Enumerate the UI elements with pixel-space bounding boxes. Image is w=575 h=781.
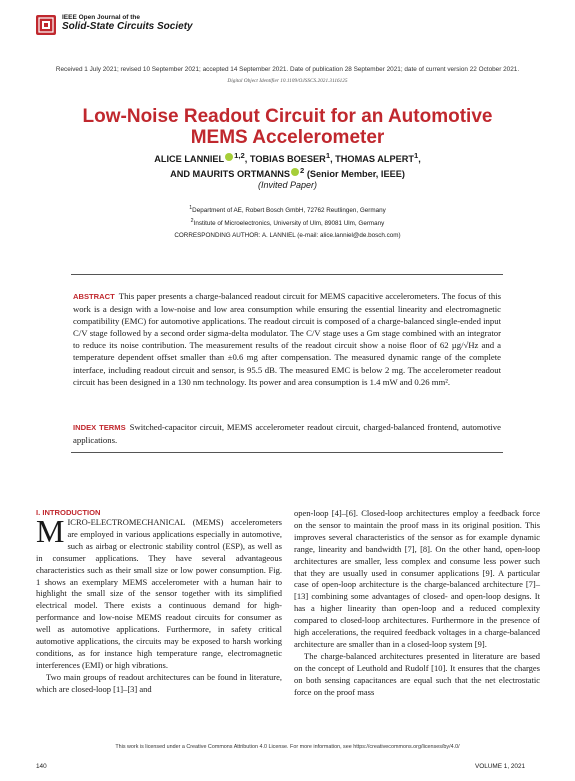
section-heading: I. INTRODUCTION: [36, 508, 101, 517]
index-terms: [73, 421, 501, 446]
index-terms-label: INDEX TERMS: [73, 423, 126, 432]
abstract: [73, 290, 501, 388]
affiliation-1: [0, 205, 575, 214]
corresponding-author: CORRESPONDING AUTHOR: A. LANNIEL (e-mail: alice.lanniel@de.bosch.com): [174, 232, 401, 239]
paragraph: [36, 513, 282, 672]
affiliation-mark: 1: [325, 151, 331, 160]
affiliation-mark: 2: [190, 218, 194, 224]
affiliation-mark: 1: [189, 205, 193, 211]
affiliation-1-text: Department of AE, Robert Bosch GmbH, 72762 Reutlingen, Germany: [192, 207, 386, 215]
volume-info: VOLUME 1, 2021: [475, 763, 526, 770]
paragraph: The charge-balanced architectures presented in literature are based on the concept of Leuthold and Rudolf [10]. It ensures that the charges on both sensing capacitances are equal such that the net electrostatic force on the proof mass: [294, 650, 540, 697]
author-separator: ,: [418, 154, 421, 165]
journal-name-small: IEEE Open Journal of the: [62, 14, 141, 21]
author-name: , TOBIAS BOESER: [244, 154, 326, 165]
author-list-line2: [0, 166, 575, 179]
orcid-icon[interactable]: [225, 153, 233, 161]
paragraph-text: ICRO-ELECTROMECHANICAL (MEMS) accelerometers are employed in various applications especially in automotive, such as airbag or electronic stability control (ESP), as well as in consumer applications. They have several advantageous characteristics such as their small size or low power consumption. Fig. 1 shows an exemplary MEMS accelerometer with a human hair to highlight the small size of the sensor together with its simplified electrical model. There exists a continuous demand for high-performance and low-noise MEMS readout circuits for consumer as well as automotive applications. Furthermore, in safety critical automotive applications, the circuits may be exposed to harsh working conditions, as for instance high temperature range, electromagnetic interferences (EMI) or high vibrations.: [36, 517, 282, 670]
affiliation-mark: 1,2: [234, 151, 245, 160]
license-notice: This work is licensed under a Creative Commons Attribution 4.0 License. For more information, see https://creativecommons.org/licenses/by/4.0/: [115, 744, 460, 750]
paragraph: open-loop [4]–[6]. Closed-loop architectures employ a feedback force on the sensor to maintain the proof mass in its original position. This improves several characteristics of the sensor as for example dynamic range, linearity and bandwidth [7], [8]. On the other hand, open-loop architectures are smaller, less complex and consume less power such that they are usually used in consumer applications [9]. A particular case of open-loop architecture is the charge-balanced architecture [7]–[13] combining some advantages of closed- and open-loop designs. It has a higher linearity than open-loop and a reduced complexity compared to closed-loop architectures. Furthermore in the presence of high accelerations, the required feedback voltages in a charge-balanced architecture are smaller than in a closed-loop system [9].: [294, 508, 540, 649]
orcid-icon[interactable]: [291, 168, 299, 176]
abstract-top-rule: [71, 274, 503, 275]
received-dates: Received 1 July 2021; revised 10 September 2021; accepted 14 September 2021. Date of publication 28 September 2021; date of current version 22 October 2021.: [55, 66, 520, 73]
abstract-label: ABSTRACT: [73, 292, 115, 301]
affiliation-mark: 2: [300, 166, 305, 175]
affiliation-mark: 1: [413, 151, 419, 160]
drop-cap: M: [36, 513, 65, 549]
invited-paper-note: (Invited Paper): [257, 180, 318, 190]
author-name: , THOMAS ALPERT: [330, 154, 414, 165]
author-name: ALICE LANNIEL: [154, 154, 225, 165]
abstract-text: This paper presents a charge-balanced readout circuit for MEMS capacitive accelerometers. The focus of this work is a design with a low-noise and low area consumption while ensuring the essential linearity and electromagnetic compatibility (EMC) for automotive applications. The readout circuit is composed of a charge-balanced single-ended input C/V stage followed by a second order sigma-delta modulator. The C/V stage uses a Gm stage combined with an integrator to reduce its noise contribution. The measurement results of the readout circuit show a noise floor of 62 µg/√Hz and a temperature dependent offset smaller than ±0.6 mg after compensation. The measured dynamic range of the complete interface, including readout circuit and sensor, is 95.5 dB. The measured EMC is below 2 mg. The accelerometer readout circuit has been designed in a 130 nm technology. Its power and area consumption is 1.4 mW and 0.26 mm².: [73, 291, 501, 387]
author-membership: (Senior Member, IEEE): [304, 169, 405, 180]
doi: Digital Object Identifier 10.1109/OJSSCS.2021.3116125: [227, 78, 348, 84]
affiliation-2: [0, 218, 575, 227]
journal-name: Solid-State Circuits Society: [62, 21, 193, 32]
paper-title: [0, 106, 575, 148]
body-column-right: [294, 508, 540, 699]
body-column-left: [36, 513, 282, 696]
paragraph: Two main groups of readout architectures can be found in literature, which are closed-loop [1]–[3] and: [36, 671, 282, 694]
index-terms-text: Switched-capacitor circuit, MEMS accelerometer readout circuit, charged-balanced frontend, automotive applications.: [73, 422, 501, 446]
affiliation-2-text: Institute of Microelectronics, University of Ulm, 89081 Ulm, Germany: [193, 220, 385, 228]
author-list-line1: [0, 151, 575, 164]
journal-logo-icon: [36, 15, 56, 35]
author-name: AND MAURITS ORTMANNS: [170, 169, 291, 180]
page-number: 140: [36, 763, 47, 770]
paper-title-line2: MEMS Accelerometer: [190, 127, 385, 148]
abstract-bottom-rule: [71, 452, 503, 453]
paper-title-line1: Low-Noise Readout Circuit for an Automotive: [82, 106, 493, 127]
